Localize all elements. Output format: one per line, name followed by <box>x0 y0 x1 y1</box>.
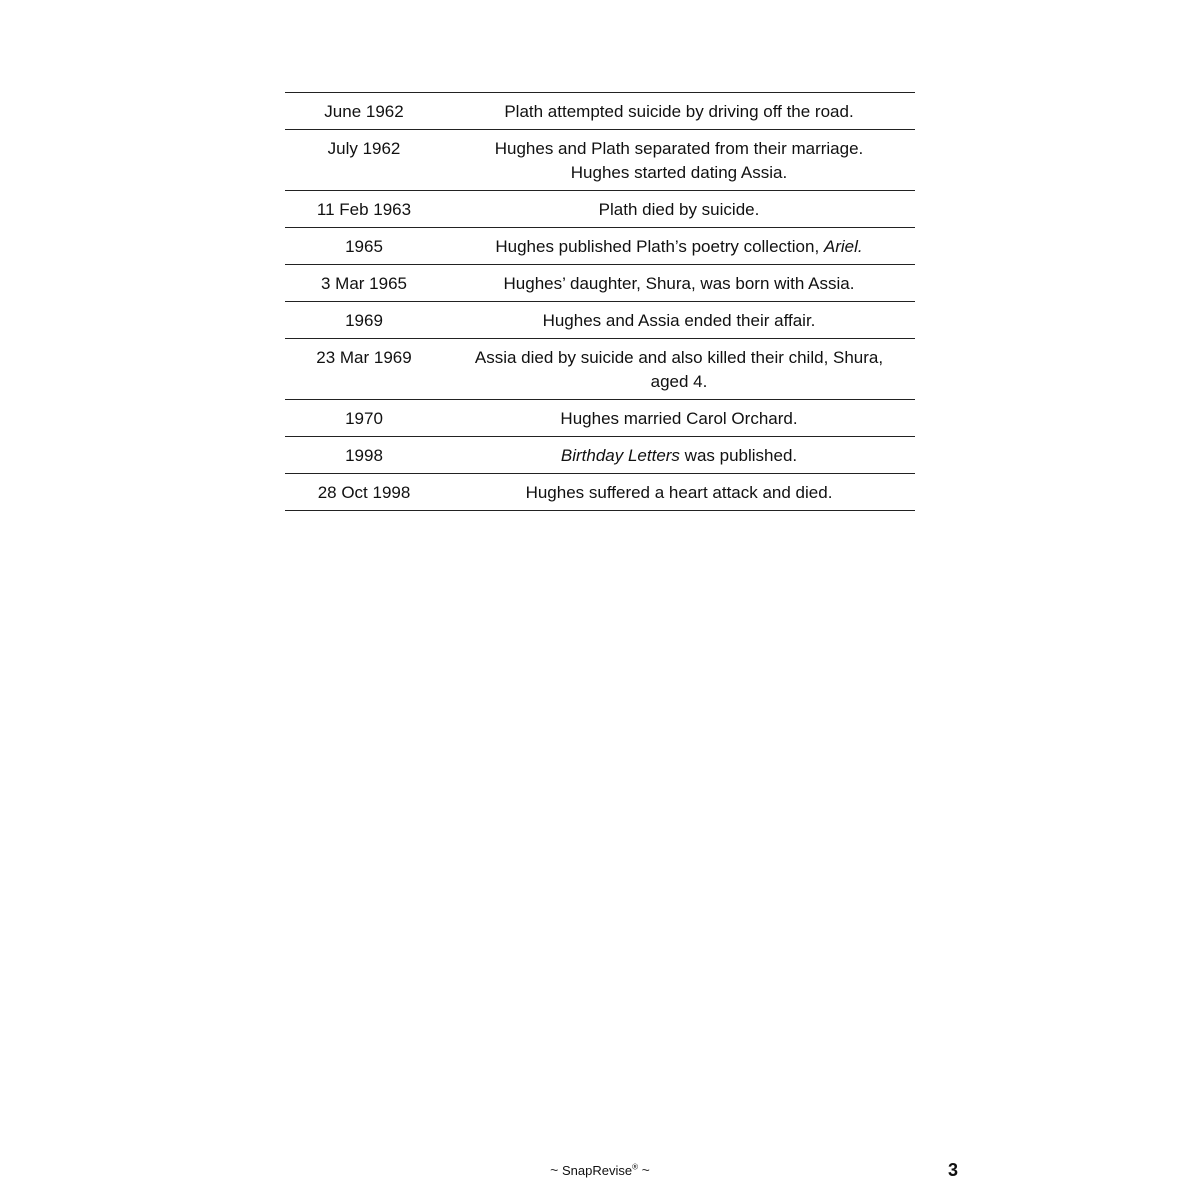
timeline-date: 1969 <box>345 311 383 330</box>
event-text: Hughes published Plath’s poetry collection, <box>495 237 824 256</box>
timeline-row <box>285 228 915 265</box>
timeline-row <box>285 400 915 437</box>
event-text: Hughes married Carol Orchard. <box>560 409 798 428</box>
timeline-row <box>285 93 915 130</box>
timeline-date: June 1962 <box>324 102 404 121</box>
event-text: Hughes and Assia ended their affair. <box>542 311 816 330</box>
event-title-italic: Ariel. <box>823 237 863 256</box>
footer-tilde-right: ~ <box>641 1162 650 1178</box>
footer-brand-name: SnapRevise <box>561 1163 633 1178</box>
timeline-event <box>443 228 915 265</box>
footer-tilde-left: ~ <box>550 1162 559 1178</box>
event-text: Hughes and Plath separated from their marriage. <box>494 139 864 158</box>
timeline-event <box>443 474 915 511</box>
timeline-event <box>443 339 915 400</box>
event-text: was published. <box>679 446 798 465</box>
event-text: Assia died by suicide and also killed their child, Shura, aged 4. <box>474 348 884 391</box>
timeline-row <box>285 339 915 400</box>
timeline-date: July 1962 <box>327 139 401 158</box>
timeline-row <box>285 130 915 191</box>
timeline-row <box>285 191 915 228</box>
timeline-event <box>443 93 915 130</box>
timeline-event <box>443 265 915 302</box>
timeline-event <box>443 302 915 339</box>
timeline-date: 11 Feb 1963 <box>316 200 412 219</box>
timeline-event <box>443 130 915 191</box>
timeline-date: 28 Oct 1998 <box>317 483 411 502</box>
footer-brand <box>0 1162 1200 1178</box>
timeline-table <box>285 92 915 511</box>
timeline-event <box>443 191 915 228</box>
timeline-event <box>443 400 915 437</box>
event-text: Hughes started dating Assia. <box>570 163 788 182</box>
event-text: Hughes’ daughter, Shura, was born with Assia. <box>503 274 855 293</box>
timeline-date: 23 Mar 1969 <box>316 348 412 367</box>
registered-mark: ® <box>632 1162 638 1172</box>
timeline-row <box>285 437 915 474</box>
timeline-date: 1998 <box>345 446 383 465</box>
event-text: Hughes suffered a heart attack and died. <box>525 483 833 502</box>
timeline-date: 1970 <box>345 409 383 428</box>
timeline-row <box>285 302 915 339</box>
timeline-body <box>285 93 915 511</box>
timeline-row <box>285 474 915 511</box>
timeline-event <box>443 437 915 474</box>
event-title-italic: Birthday Letters <box>560 446 680 465</box>
timeline-row <box>285 265 915 302</box>
page-number: 3 <box>948 1160 959 1180</box>
event-text: Plath attempted suicide by driving off the road. <box>504 102 854 121</box>
timeline-date: 3 Mar 1965 <box>321 274 407 293</box>
timeline-date: 1965 <box>345 237 383 256</box>
event-text: Plath died by suicide. <box>598 200 760 219</box>
